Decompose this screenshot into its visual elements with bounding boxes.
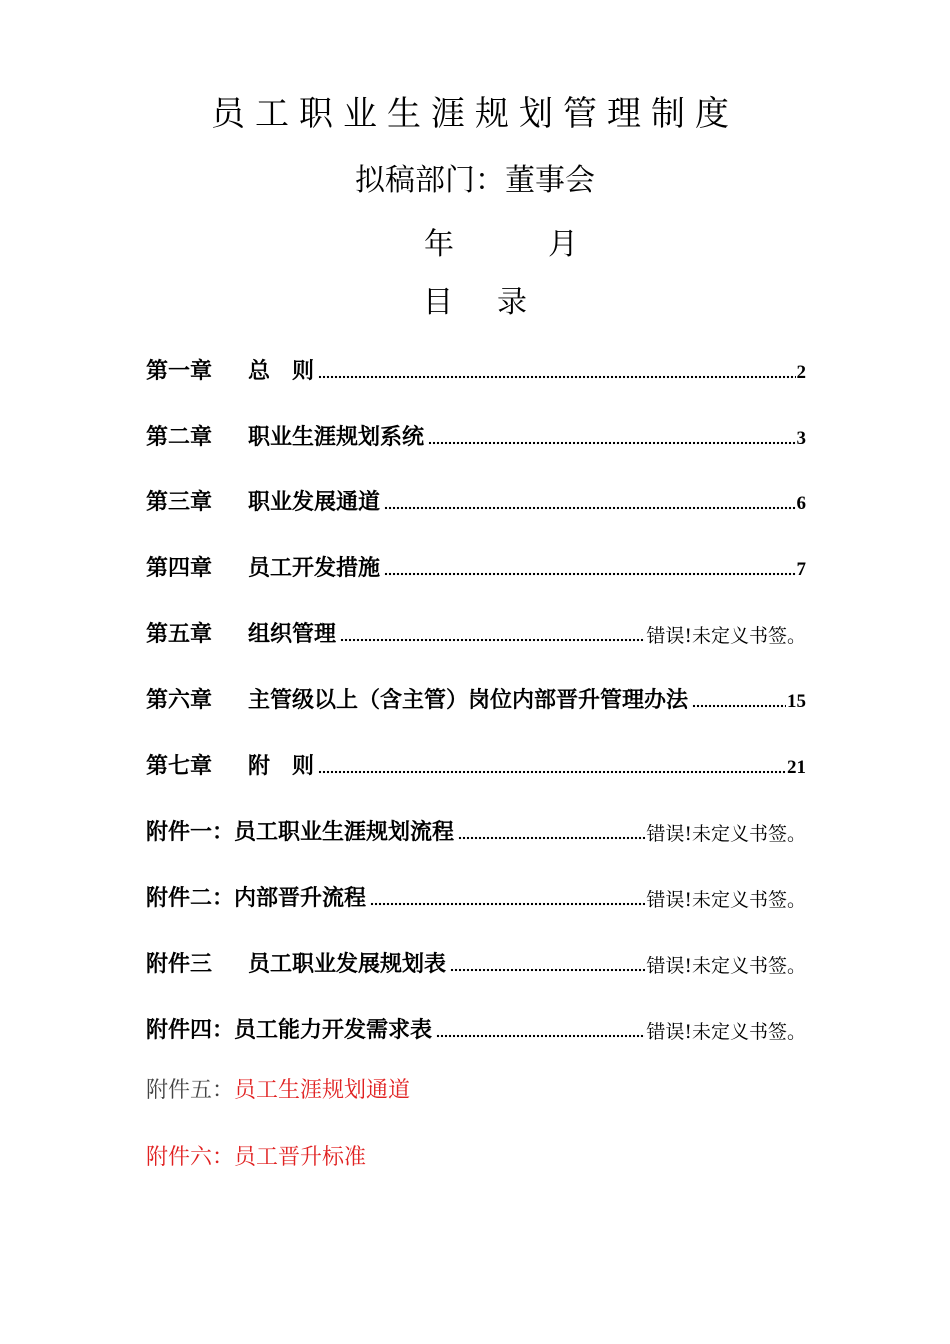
toc-chapter-label: 第五章	[146, 621, 213, 647]
toc-error-text: 错误!未定义书签。	[646, 823, 806, 845]
toc-chapter-label: 第一章	[146, 358, 213, 384]
toc-entry-name: 员工职业发展规划表	[248, 951, 447, 977]
appendix-six-line	[146, 1140, 366, 1171]
toc-leader-dots	[384, 506, 795, 510]
toc-entry-name: 员工开发措施	[248, 555, 381, 581]
toc-entry[interactable]	[146, 674, 806, 714]
toc-leader-dots	[692, 704, 786, 708]
toc-entry-name: 总 则	[248, 358, 315, 384]
toc-entry-name: 职业生涯规划系统	[248, 424, 425, 450]
toc-leader-dots	[384, 572, 795, 576]
toc-chapter-label: 第四章	[146, 555, 213, 581]
toc-leader-dots	[436, 1034, 645, 1038]
toc-entry-name: 组织管理	[248, 621, 337, 647]
toc-leader-dots	[428, 441, 795, 445]
appendix-five-name: 员工生涯规划通道	[234, 1078, 411, 1103]
toc-entry[interactable]	[146, 476, 806, 516]
appendix-five-label: 附件五：	[146, 1078, 235, 1103]
toc-page-number: 3	[796, 428, 806, 449]
toc-entry-name: 员工能力开发需求表	[234, 1017, 433, 1043]
toc-chapter-label: 附件一：	[146, 819, 235, 845]
appendix-six-label: 附件六：	[146, 1145, 235, 1170]
toc-heading	[0, 277, 950, 321]
toc-chapter-label: 第二章	[146, 424, 213, 450]
toc-entry[interactable]	[146, 806, 806, 846]
toc-leader-dots	[340, 638, 645, 642]
appendix-five-line	[146, 1073, 410, 1104]
toc-leader-dots	[318, 375, 795, 379]
toc-entry[interactable]	[146, 411, 806, 451]
toc-page-number: 15	[787, 691, 806, 712]
appendix-six-name: 员工晋升标准	[234, 1145, 367, 1170]
toc-error-text: 错误!未定义书签。	[646, 955, 806, 977]
document-title: 员工职业生涯规划管理制度	[211, 94, 739, 134]
toc-entry-name: 主管级以上（含主管）岗位内部晋升管理办法	[248, 687, 689, 713]
toc-chapter-label: 第三章	[146, 489, 213, 515]
toc-entry[interactable]	[146, 608, 806, 648]
toc-entry[interactable]	[146, 1004, 806, 1044]
toc-entry-name: 内部晋升流程	[234, 885, 367, 911]
toc-entry[interactable]	[146, 938, 806, 978]
toc-error-text: 错误!未定义书签。	[646, 625, 806, 647]
toc-entry-name: 职业发展通道	[248, 489, 381, 515]
toc-page-number: 7	[796, 559, 806, 580]
toc-entry-name: 员工职业生涯规划流程	[234, 819, 455, 845]
date-year: 年	[424, 227, 454, 262]
toc-leader-dots	[458, 836, 645, 840]
toc-heading-char-1: 目	[423, 285, 453, 320]
toc-page-number: 6	[796, 493, 806, 514]
toc-entry[interactable]	[146, 542, 806, 582]
toc-entry[interactable]	[146, 872, 806, 912]
toc-chapter-label: 附件三	[146, 951, 213, 977]
toc-entry[interactable]	[146, 345, 806, 385]
toc-leader-dots	[450, 968, 645, 972]
drafting-department: 拟稿部门：董事会	[355, 163, 595, 198]
toc-leader-dots	[318, 770, 786, 774]
toc-entry-name: 附 则	[248, 753, 315, 779]
toc-chapter-label: 附件二：	[146, 885, 235, 911]
toc-leader-dots	[370, 902, 645, 906]
toc-chapter-label: 第六章	[146, 687, 213, 713]
toc-heading-char-2: 录	[497, 285, 527, 320]
toc-page-number: 21	[787, 757, 806, 778]
toc-chapter-label: 附件四：	[146, 1017, 235, 1043]
toc-error-text: 错误!未定义书签。	[646, 889, 806, 911]
toc-error-text: 错误!未定义书签。	[646, 1021, 806, 1043]
toc-chapter-label: 第七章	[146, 753, 213, 779]
toc-page-number: 2	[796, 362, 806, 383]
toc-entry[interactable]	[146, 740, 806, 780]
date-month: 月	[548, 227, 578, 262]
